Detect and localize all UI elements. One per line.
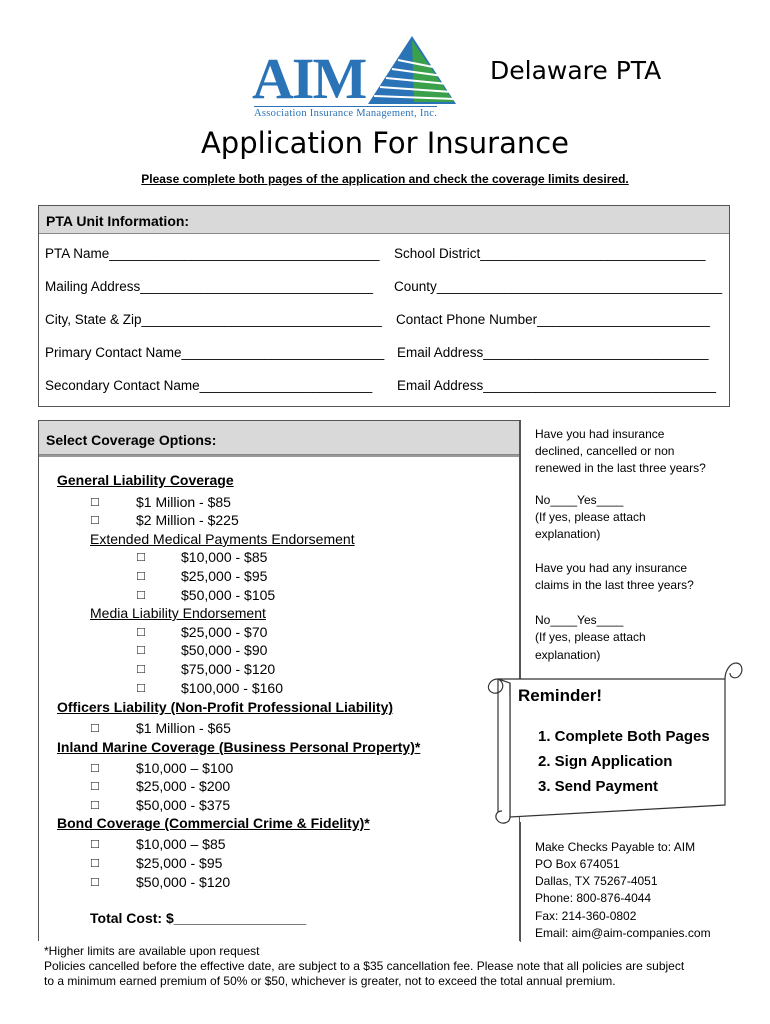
option-label: $10,000 - $85 — [181, 549, 268, 565]
question-text: claims in the last three years? — [535, 578, 694, 592]
checkbox-icon[interactable]: ☐ — [136, 663, 146, 676]
instruction-text: Please complete both pages of the application and check the coverage limits desired. — [141, 172, 629, 186]
question-text: renewed in the last three years? — [535, 461, 706, 475]
option-label: $50,000 - $375 — [136, 797, 231, 813]
option-label: $25,000 - $95 — [136, 855, 223, 871]
reminder-title: Reminder! — [518, 686, 603, 705]
checkbox-icon[interactable]: ☐ — [90, 514, 100, 527]
checkbox-icon[interactable]: ☐ — [90, 876, 100, 889]
checkbox-icon[interactable]: ☐ — [136, 589, 146, 602]
option-label: $1 Million - $65 — [136, 720, 231, 736]
checkbox-icon[interactable]: ☐ — [90, 799, 100, 812]
option-label: $50,000 - $120 — [136, 874, 231, 890]
answer-note: explanation) — [535, 648, 601, 662]
checkbox-icon[interactable]: ☐ — [90, 722, 100, 735]
pta-name-field[interactable]: PTA Name____________________________________ — [45, 246, 380, 261]
city-state-zip-field[interactable]: City, State & Zip________________________________ — [45, 312, 382, 327]
email-field[interactable]: Email Address_______________________________ — [397, 378, 717, 393]
contact-phone-field[interactable]: Contact Phone Number_______________________ — [396, 312, 710, 327]
logo-subtitle: Association Insurance Management, Inc. — [254, 108, 438, 119]
page-title: Application For Insurance — [200, 126, 570, 160]
county-field[interactable]: County______________________________________ — [394, 279, 723, 294]
answer-note: (If yes, please attach — [535, 510, 646, 524]
answer-field[interactable]: No____Yes____ — [535, 493, 624, 507]
option-label: $100,000 - $160 — [181, 680, 283, 696]
checkbox-icon[interactable]: ☐ — [90, 496, 100, 509]
footer-text: Policies cancelled before the effective date, are subject to a $35 cancellation fee. Please note that all policies are subject — [44, 959, 685, 973]
reminder-item: 2. Sign Application — [538, 753, 673, 770]
option-label: $1 Million - $85 — [136, 494, 231, 510]
option-label: $25,000 - $70 — [181, 624, 268, 640]
question-text: Have you had insurance — [535, 427, 665, 441]
checkbox-icon[interactable]: ☐ — [136, 570, 146, 583]
general-liability-heading: General Liability Coverage — [57, 472, 234, 488]
section-heading: Select Coverage Options: — [39, 421, 519, 455]
media-liability-heading: Media Liability Endorsement — [90, 605, 266, 621]
answer-note: explanation) — [535, 527, 601, 541]
footnote: *Higher limits are available upon request — [44, 944, 260, 958]
total-cost-field[interactable]: Total Cost: $_________________ — [90, 910, 307, 926]
pta-unit-section — [38, 205, 730, 407]
question-text: Have you had any insurance — [535, 561, 688, 575]
reminder-item: 3. Send Payment — [538, 778, 659, 795]
payment-line: Phone: 800-876-4044 — [535, 891, 652, 905]
answer-note: (If yes, please attach — [535, 630, 646, 644]
divider — [520, 822, 521, 942]
option-label: $10,000 – $100 — [136, 760, 234, 776]
answer-field[interactable]: No____Yes____ — [535, 613, 624, 627]
officers-liability-heading: Officers Liability (Non-Profit Professional Liability) — [57, 699, 394, 715]
email-field[interactable]: Email Address______________________________ — [397, 345, 709, 360]
primary-contact-field[interactable]: Primary Contact Name___________________________ — [45, 345, 385, 360]
option-label: $25,000 - $200 — [136, 778, 231, 794]
reminder-item: 1. Complete Both Pages — [538, 728, 710, 745]
state-title: Delaware PTA — [490, 56, 662, 85]
checkbox-icon[interactable]: ☐ — [90, 857, 100, 870]
option-label: $75,000 - $120 — [181, 661, 276, 677]
option-label: $2 Million - $225 — [136, 512, 239, 528]
bond-coverage-heading: Bond Coverage (Commercial Crime & Fidelity)* — [57, 815, 370, 831]
checkbox-icon[interactable]: ☐ — [90, 762, 100, 775]
aim-logo — [250, 36, 460, 120]
option-label: $50,000 - $90 — [181, 642, 268, 658]
footer-text: to a minimum earned premium of 50% or $50, whichever is greater, not to exceed the total annual premium. — [44, 974, 616, 988]
checkbox-icon[interactable]: ☐ — [136, 682, 146, 695]
divider — [520, 420, 521, 680]
checkbox-icon[interactable]: ☐ — [136, 644, 146, 657]
email-link[interactable]: Email: aim@aim-companies.com — [535, 926, 711, 940]
payment-line: Dallas, TX 75267-4051 — [535, 874, 658, 888]
logo-triangle-icon — [368, 36, 456, 106]
med-pay-heading: Extended Medical Payments Endorsement — [90, 531, 355, 547]
option-label: $25,000 - $95 — [181, 568, 268, 584]
secondary-contact-field[interactable]: Secondary Contact Name_______________________ — [45, 378, 373, 393]
option-label: $50,000 - $105 — [181, 587, 276, 603]
school-district-field[interactable]: School District______________________________ — [394, 246, 706, 261]
checkbox-icon[interactable]: ☐ — [90, 838, 100, 851]
checkbox-icon[interactable]: ☐ — [90, 780, 100, 793]
question-text: declined, cancelled or non — [535, 444, 675, 458]
mailing-address-field[interactable]: Mailing Address_______________________________ — [45, 279, 374, 294]
payment-line: PO Box 674051 — [535, 857, 620, 871]
payment-line: Make Checks Payable to: AIM — [535, 840, 696, 854]
checkbox-icon[interactable]: ☐ — [136, 626, 146, 639]
payment-line: Fax: 214-360-0802 — [535, 909, 637, 923]
inland-marine-heading: Inland Marine Coverage (Business Personal Property)* — [57, 739, 421, 755]
section-heading: PTA Unit Information: — [39, 206, 729, 234]
option-label: $10,000 – $85 — [136, 836, 226, 852]
logo-text: AIM — [252, 46, 366, 111]
checkbox-icon[interactable]: ☐ — [136, 551, 146, 564]
